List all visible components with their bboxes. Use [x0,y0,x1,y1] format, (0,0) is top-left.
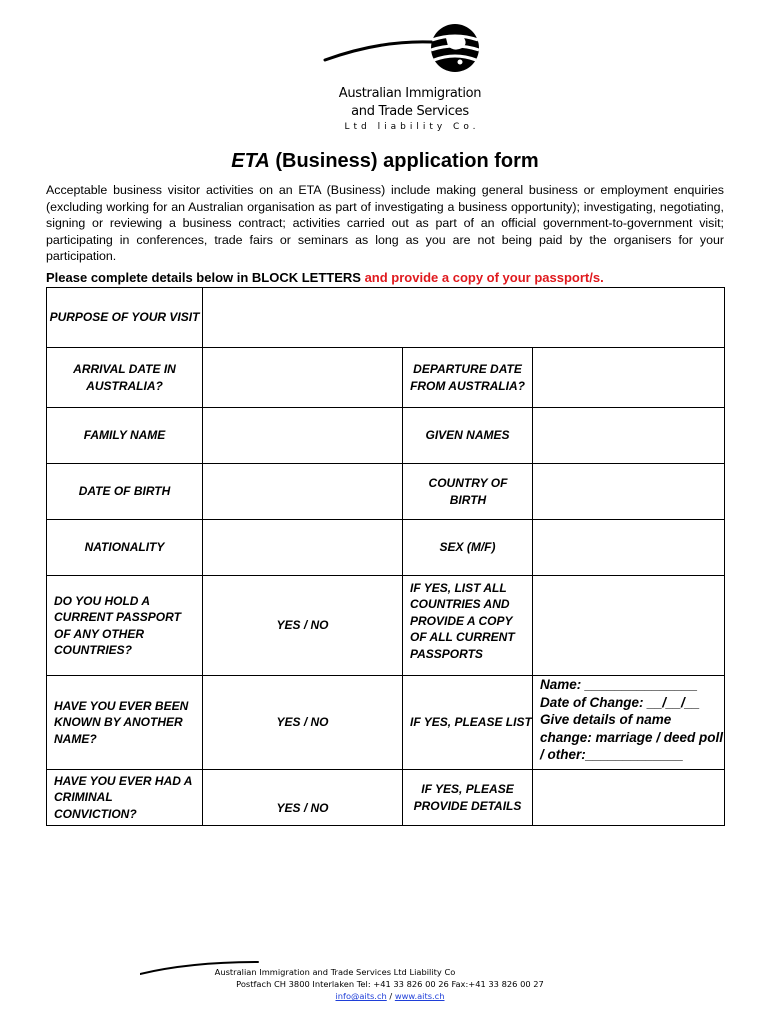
application-form-table [46,287,725,826]
logo-emblem-icon [320,20,500,82]
page-footer [140,958,640,1008]
company-logo [320,20,520,140]
input-departure-date[interactable] [533,348,724,407]
logo-text-line3: Ltd liability Co. [344,122,480,132]
input-given-names[interactable] [533,408,724,463]
label-given-names: GIVEN NAMES [425,428,510,443]
label-sex: SEX (M/F) [439,540,496,555]
title-rest: (Business) application form [269,150,539,172]
input-family-name[interactable] [203,408,402,463]
input-conviction-details[interactable] [533,770,724,825]
input-arrival-date[interactable] [203,348,402,407]
label-list-names: IF YES, PLEASE LIST [410,715,532,730]
label-criminal-conviction: HAVE YOU EVER HAD A CRIMINAL CONVICTION? [54,773,193,821]
label-country-of-birth: COUNTRY OF BIRTH [428,476,508,507]
title-eta: ETA [231,150,270,172]
label-conviction-details: IF YES, PLEASE PROVIDE DETAILS [413,782,522,813]
input-nationality[interactable] [203,520,402,575]
label-date-of-birth: DATE OF BIRTH [78,484,171,499]
footer-email-link[interactable]: info@aits.ch [335,991,387,1001]
yes-no-other-name[interactable]: YES / NO [276,715,329,730]
logo-text-line2: and Trade Services [351,104,469,119]
label-other-name: HAVE YOU EVER BEEN KNOWN BY ANOTHER NAME? [54,698,189,746]
input-sex[interactable] [533,520,724,575]
note-details: Give details of name change: marriage / deed poll / other:_____________ [540,712,724,762]
instructions-block-letters: Please complete details below in BLOCK LETTERS [46,270,365,285]
page-title [0,150,770,173]
footer-separator: / [386,991,395,1001]
footer-website-link[interactable]: www.aits.ch [394,991,445,1001]
input-country-of-birth[interactable] [533,464,724,519]
note-name: Name: _______________ [540,677,698,692]
yes-no-other-passport[interactable]: YES / NO [276,618,329,633]
note-date-of-change: Date of Change: __/__/__ [540,694,700,710]
footer-company-name: Australian Immigration and Trade Services Ltd Liability Co [214,967,456,977]
label-purpose: PURPOSE OF YOUR VISIT [49,310,200,325]
input-purpose[interactable] [203,288,724,347]
instructions [46,270,746,285]
input-list-passports[interactable] [533,576,724,675]
input-date-of-birth[interactable] [203,464,402,519]
label-departure-date: DEPARTURE DATE FROM AUSTRALIA? [410,362,525,393]
label-nationality: NATIONALITY [84,540,165,555]
footer-contact [140,991,640,1001]
logo-text-line1: Australian Immigration [338,86,482,101]
footer-address: Postfach CH 3800 Interlaken Tel: +41 33 826 00 26 Fax:+41 33 826 00 27 [236,979,544,989]
label-other-passport: DO YOU HOLD A CURRENT PASSPORT OF ANY OTHER COUNTRIES? [54,593,181,657]
yes-no-criminal-conviction[interactable]: YES / NO [276,801,329,816]
intro-paragraph: Acceptable business visitor activities on an ETA (Business) include making general business or employment enquiries (excluding working for an Australian organisation as part of investigating a business opportunity); investigating, negotiating, signing or reviewing a business contract; activities carried out as part of an official government-to-government visit; participating in conferences, trade fairs or seminars as long as you are not being paid by the organisers for your participation. [46,183,724,264]
label-family-name: FAMILY NAME [83,428,166,443]
label-arrival-date: ARRIVAL DATE IN AUSTRALIA? [73,362,176,393]
name-change-note[interactable] [533,676,724,769]
label-list-passports: IF YES, LIST ALL COUNTRIES AND PROVIDE A COPY OF ALL CURRENT PASSPORTS [410,580,515,661]
instructions-passport-copy: and provide a copy of your passport/s. [364,270,604,285]
